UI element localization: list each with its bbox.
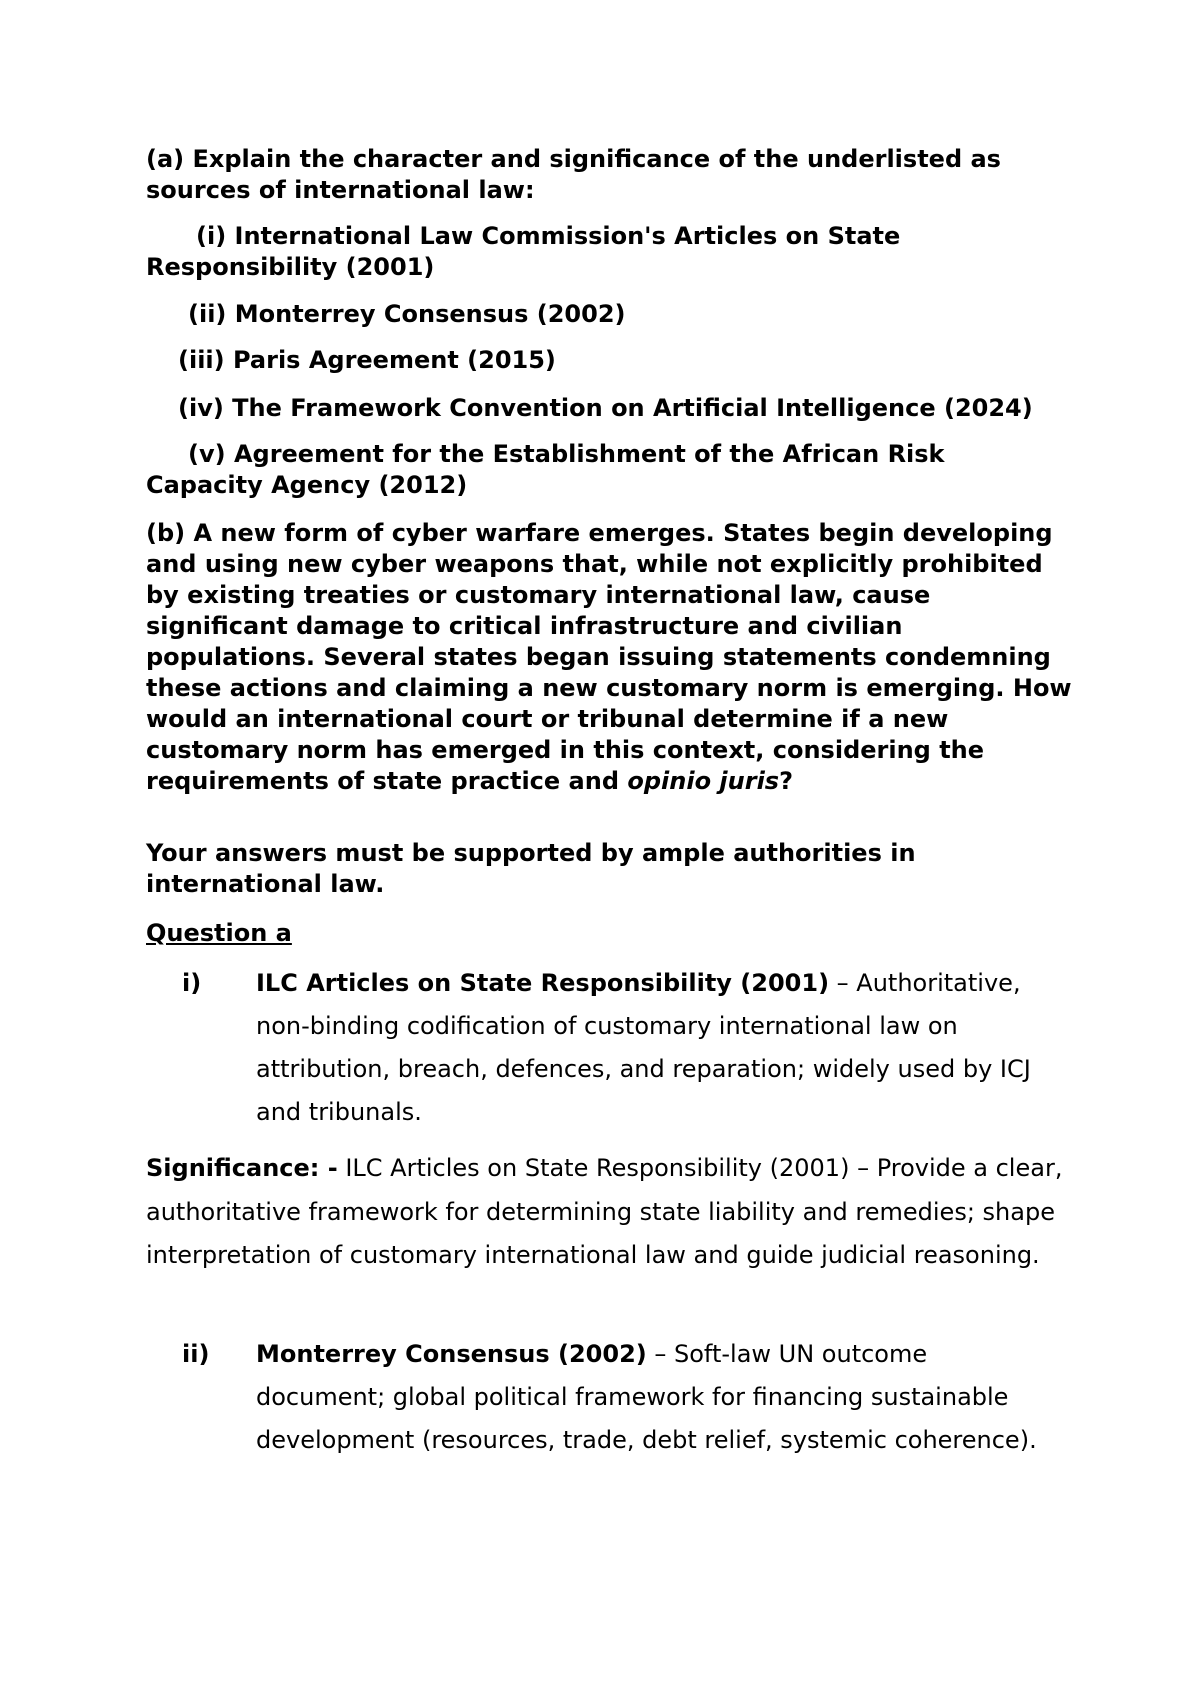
question-b xyxy=(146,518,1076,797)
significance-label: Significance: - xyxy=(146,1154,338,1182)
answer-i-text: – Authoritative, non-binding codification of customary international law on attribution, breach, defences, and reparation; widely used by ICJ and tribunals. xyxy=(256,969,1031,1126)
support-instruction: Your answers must be supported by ample authorities in international law. xyxy=(146,839,916,898)
question-b-end: ? xyxy=(779,767,794,795)
question-item-ii: (ii) Monterrey Consensus (2002) xyxy=(188,300,626,328)
question-item-iii: (iii) Paris Agreement (2015) xyxy=(178,346,556,374)
answer-ii-number: ii) xyxy=(182,1340,210,1368)
question-item-i-continued: Responsibility (2001) xyxy=(146,253,435,281)
answer-i-number: i) xyxy=(182,969,202,997)
significance-text: ILC Articles on State Responsibility (2001) – Provide a clear, authoritative framework for determining state liability and remedies; shape interpretation of customary international law and guide judicial reasoning. xyxy=(146,1154,1063,1269)
question-item-v-continued: Capacity Agency (2012) xyxy=(146,471,468,499)
answer-ii-text: – Soft-law UN outcome document; global political framework for financing sustainable development (resources, trade, debt relief, systemic coherence). xyxy=(256,1340,1037,1454)
question-a-intro: (a) Explain the character and significance of the underlisted as sources of international law: xyxy=(146,145,1001,204)
answer-i-title: ILC Articles on State Responsibility (2001) xyxy=(256,969,830,997)
question-item-v: (v) Agreement for the Establishment of the African Risk xyxy=(188,440,945,468)
question-item-iv: (iv) The Framework Convention on Artificial Intelligence (2024) xyxy=(178,394,1033,422)
significance-paragraph xyxy=(146,1147,1066,1278)
question-b-text: (b) A new form of cyber warfare emerges. States begin developing and using new cyber weapons that, while not explicitly prohibited by existing treaties or customary international law, cause significant damage to critical infrastructure and civilian populations. Several states began issuing statements condemning these actions and claiming a new customary norm is emerging. How would an international court or tribunal determine if a new customary norm has emerged in this context, considering the requirements of state practice and xyxy=(146,519,1072,795)
question-item-i: (i) International Law Commission's Articles on State xyxy=(196,222,901,250)
answer-ii xyxy=(256,1333,1056,1462)
answer-ii-title: Monterrey Consensus (2002) xyxy=(256,1340,647,1368)
answer-heading: Question a xyxy=(146,919,292,947)
answer-i xyxy=(256,962,1056,1134)
question-b-italic: opinio juris xyxy=(627,767,780,795)
